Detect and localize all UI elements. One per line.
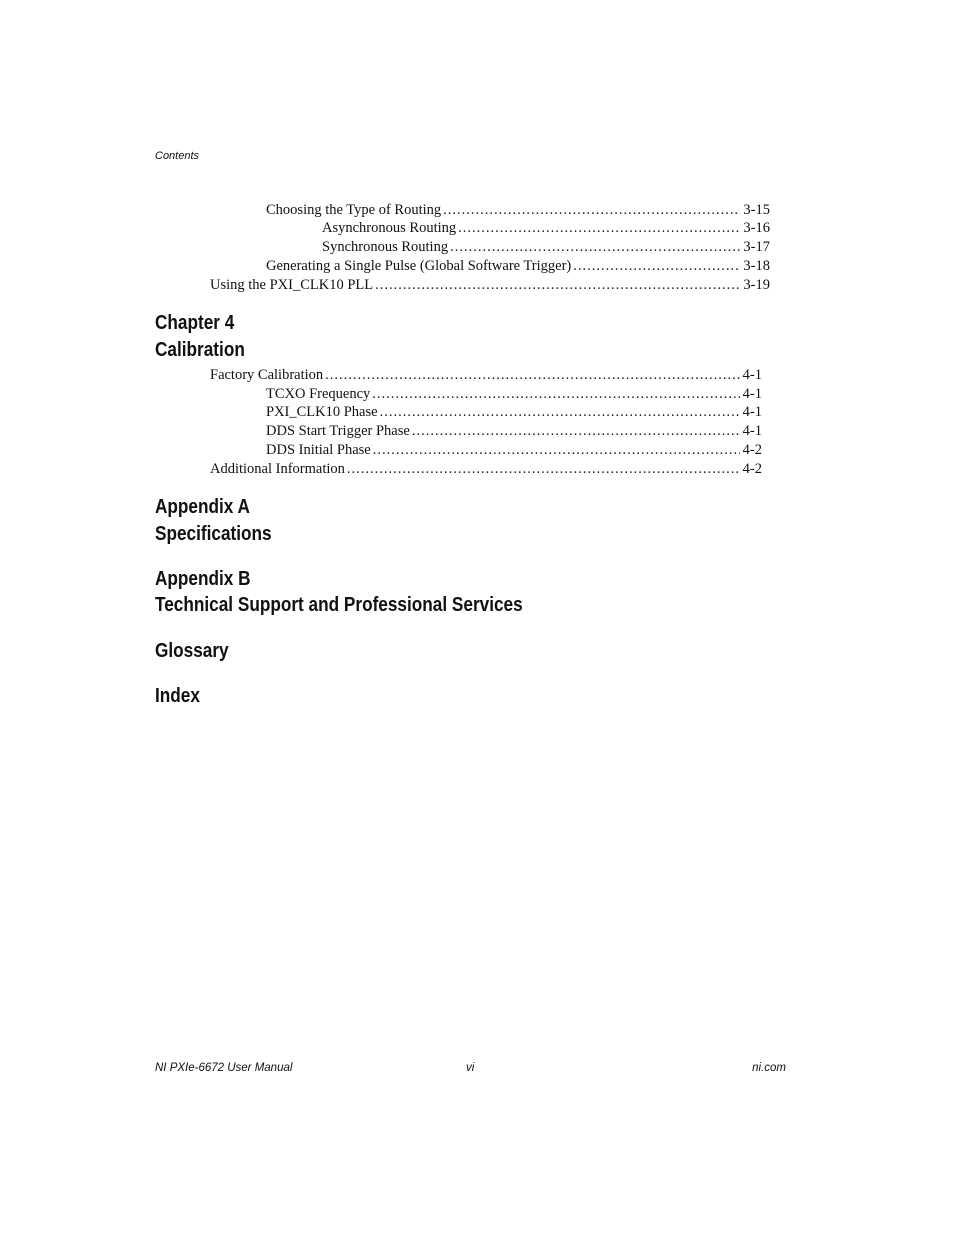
toc-entry[interactable]: [266, 422, 762, 440]
toc-leader: [573, 257, 740, 275]
toc-entry-title: Using the PXI_CLK10 PLL: [210, 277, 374, 293]
toc-entry-page: 3-19: [743, 277, 770, 293]
toc-entry[interactable]: [266, 441, 762, 459]
toc-entry-page: 3-18: [743, 258, 770, 274]
chapter4-title[interactable]: Calibration: [155, 339, 245, 361]
toc-entry-title: PXI_CLK10 Phase: [266, 404, 378, 420]
toc-entry-page: 4-2: [742, 442, 762, 458]
toc-entry-title: DDS Start Trigger Phase: [266, 423, 410, 439]
footer-website: ni.com: [752, 1062, 786, 1074]
toc-entry[interactable]: [210, 460, 762, 478]
toc-entry-title: Choosing the Type of Routing: [266, 202, 442, 218]
toc-entry-title: Asynchronous Routing: [322, 220, 457, 236]
footer-page-number: vi: [466, 1062, 475, 1074]
appendix-b-label[interactable]: Appendix B: [155, 568, 251, 590]
toc-entry-title: TCXO Frequency: [266, 386, 371, 402]
toc-entry[interactable]: [266, 257, 770, 275]
toc-entry-page: 4-1: [742, 367, 762, 383]
toc-entry[interactable]: [266, 385, 762, 403]
toc-entry-page: 4-1: [742, 423, 762, 439]
toc-entry[interactable]: [322, 238, 770, 256]
toc-leader: [372, 385, 739, 403]
toc-entry-page: 3-16: [743, 220, 770, 236]
toc-entry[interactable]: [266, 403, 762, 421]
toc-entry[interactable]: [266, 201, 770, 219]
footer-manual-title: NI PXIe-6672 User Manual: [155, 1062, 293, 1074]
toc-leader: [380, 403, 740, 421]
toc-entry-title: DDS Initial Phase: [266, 442, 371, 458]
chapter4-label[interactable]: Chapter 4: [155, 312, 235, 334]
toc-leader: [325, 366, 740, 384]
toc-leader: [458, 219, 740, 237]
toc-entry-page: 3-17: [743, 239, 770, 255]
toc-entry-page: 4-2: [742, 461, 762, 477]
appendix-a-label[interactable]: Appendix A: [155, 496, 250, 518]
toc-leader: [347, 460, 740, 478]
toc-entry-page: 3-15: [743, 202, 770, 218]
appendix-b-title[interactable]: Technical Support and Professional Services: [155, 594, 523, 616]
toc-leader: [412, 422, 740, 440]
toc-entry-title: Generating a Single Pulse (Global Software Trigger): [266, 258, 572, 274]
toc-entry-page: 4-1: [742, 386, 762, 402]
toc-entry-title: Synchronous Routing: [322, 239, 449, 255]
index-heading[interactable]: Index: [155, 685, 200, 707]
toc-leader: [450, 238, 740, 256]
toc-leader: [375, 276, 740, 294]
toc-entry-page: 4-1: [742, 404, 762, 420]
toc-entry-title: Additional Information: [210, 461, 345, 477]
toc-leader: [373, 441, 740, 459]
running-head: Contents: [155, 150, 200, 162]
toc-entry[interactable]: [210, 366, 762, 384]
toc-entry-title: Factory Calibration: [210, 367, 324, 383]
toc-leader: [443, 201, 740, 219]
toc-entry[interactable]: [322, 219, 770, 237]
toc-entry[interactable]: [210, 276, 770, 294]
glossary-heading[interactable]: Glossary: [155, 640, 229, 662]
appendix-a-title[interactable]: Specifications: [155, 523, 272, 545]
